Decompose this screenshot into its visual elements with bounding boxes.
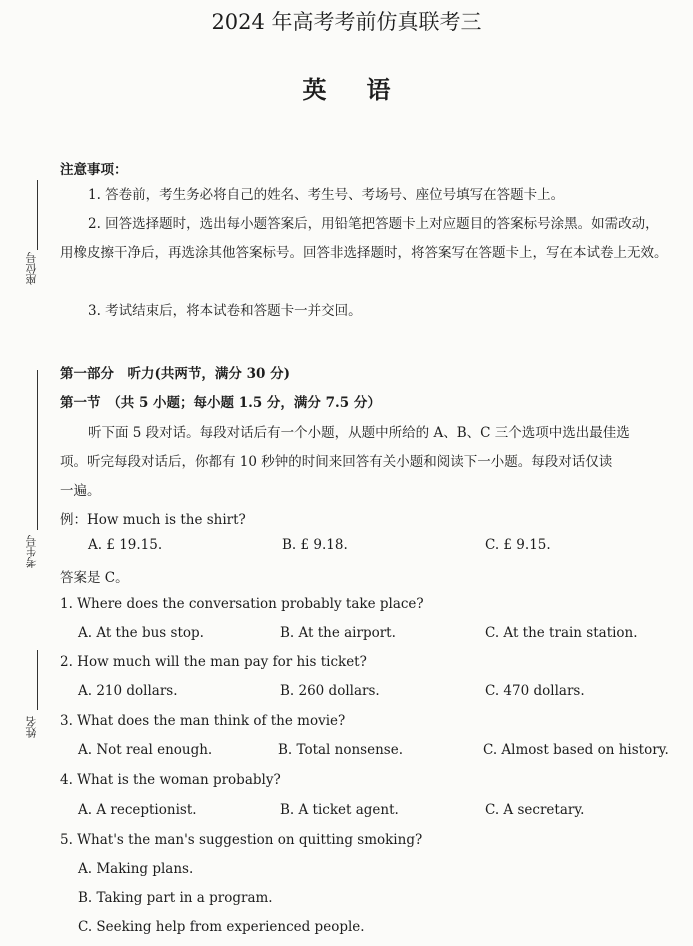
q4-option-c: C. A secretary. bbox=[485, 802, 585, 818]
q1-option-c: C. At the train station. bbox=[485, 625, 638, 641]
q1-option-b: B. At the airport. bbox=[280, 625, 396, 641]
name-line bbox=[37, 650, 38, 710]
notice-item-1: 1. 答卷前，考生务必将自己的姓名、考生号、考场号、座位号填写在答题卡上。 bbox=[88, 187, 565, 203]
q2-option-b: B. 260 dollars. bbox=[280, 683, 380, 699]
q2-option-a: A. 210 dollars. bbox=[78, 683, 178, 699]
page-title: 2024 年高考考前仿真联考三 bbox=[211, 10, 482, 34]
example-option-a: A. £ 19.15. bbox=[88, 537, 163, 553]
seat-line bbox=[37, 180, 38, 250]
q5-option-c: C. Seeking help from experienced people. bbox=[78, 919, 365, 935]
name-label: 姓名 bbox=[25, 716, 38, 738]
exam-no-label: 考生号 bbox=[25, 535, 38, 568]
subject-title: 英语 bbox=[302, 75, 431, 104]
q4-option-a: A. A receptionist. bbox=[78, 802, 197, 818]
notice-item-2: 2. 回答选择题时，选出每小题答案后，用铅笔把答题卡上对应题目的答案标号涂黑。如需改动，用橡皮擦干净后，再选涂其他答案标号。回答非选择题时，将答案写在答题卡上，写在本试卷上无效。 bbox=[60, 216, 668, 261]
part1-heading: 第一部分 听力(共两节，满分 30 分) bbox=[60, 366, 290, 382]
instructions-line-3: 一遍。 bbox=[60, 483, 101, 499]
instructions-line-1: 听下面 5 段对话。每段对话后有一个小题，从题中所给的 A、B、C 三个选项中选出最佳选 bbox=[88, 425, 630, 441]
q3-option-c: C. Almost based on history. bbox=[483, 742, 669, 758]
question-5: 5. What's the man's suggestion on quitting smoking? bbox=[60, 832, 423, 848]
notice-heading: 注意事项： bbox=[60, 162, 128, 178]
notice-item-3: 3. 考试结束后，将本试卷和答题卡一并交回。 bbox=[88, 303, 362, 319]
q5-option-a: A. Making plans. bbox=[78, 861, 194, 877]
q2-option-c: C. 470 dollars. bbox=[485, 683, 585, 699]
example-option-c: C. £ 9.15. bbox=[485, 537, 551, 553]
question-1: 1. Where does the conversation probably take place? bbox=[60, 596, 424, 612]
example-question: 例：How much is the shirt? bbox=[60, 512, 246, 528]
seat-label: 座位号 bbox=[25, 252, 38, 285]
q4-option-b: B. A ticket agent. bbox=[280, 802, 399, 818]
q5-option-b: B. Taking part in a program. bbox=[78, 890, 273, 906]
question-4: 4. What is the woman probably? bbox=[60, 772, 281, 788]
instructions-line-2: 项。听完每段对话后，你都有 10 秒钟的时间来回答有关小题和阅读下一小题。每段对话仅读 bbox=[60, 454, 613, 470]
q1-option-a: A. At the bus stop. bbox=[78, 625, 204, 641]
q3-option-a: A. Not real enough. bbox=[78, 742, 213, 758]
question-3: 3. What does the man think of the movie? bbox=[60, 713, 346, 729]
question-2: 2. How much will the man pay for his ticket? bbox=[60, 654, 367, 670]
exam-no-line bbox=[37, 370, 38, 530]
q3-option-b: B. Total nonsense. bbox=[278, 742, 404, 758]
example-option-b: B. £ 9.18. bbox=[282, 537, 348, 553]
example-answer: 答案是 C。 bbox=[60, 570, 129, 586]
section1-heading: 第一节 （共 5 小题；每小题 1.5 分，满分 7.5 分） bbox=[60, 395, 381, 411]
